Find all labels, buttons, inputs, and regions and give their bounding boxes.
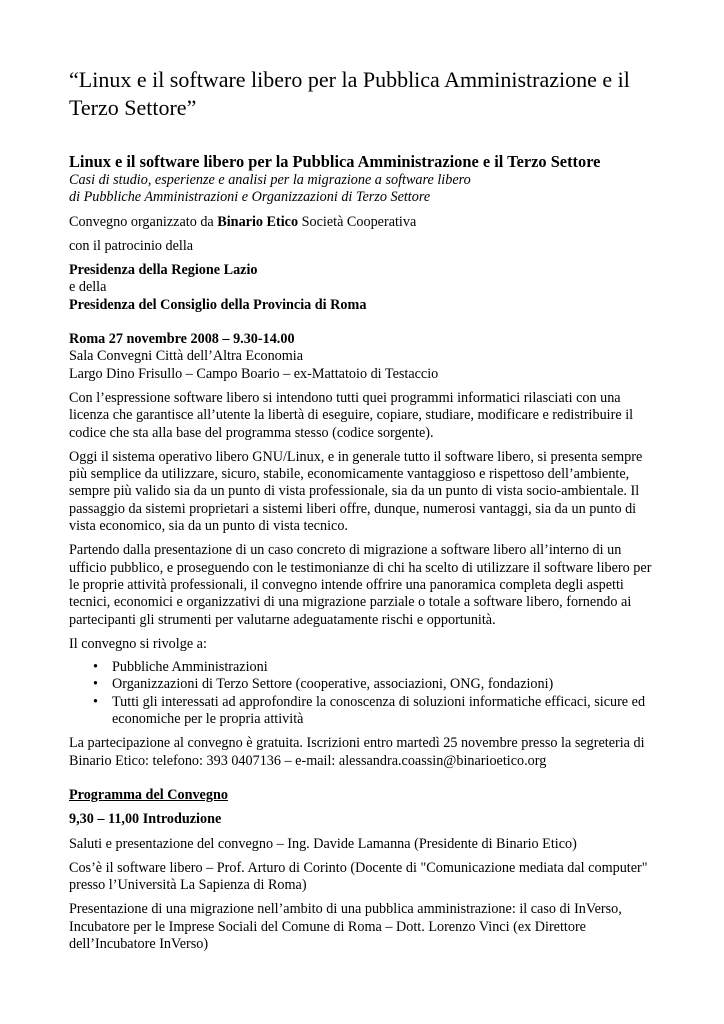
event-date: Roma 27 novembre 2008 – 9.30-14.00 — [69, 331, 295, 348]
program-item: Cos’è il software libero – Prof. Arturo di Corinto (Docente di "Comunicazione mediata dal computer" presso l’Università La Sapienza di Roma) — [69, 859, 648, 894]
document-title: “Linux e il software libero per la Pubblica Amministrazione e il Terzo Settore” — [69, 67, 630, 120]
event-heading: Linux e il software libero per la Pubblica Amministrazione e il Terzo Settore — [69, 152, 601, 171]
event-venue: Sala Convegni Città dell’Altra Economia — [69, 348, 304, 365]
patron-and: e della — [69, 279, 107, 296]
paragraph-linux: Oggi il sistema operativo libero GNU/Linux, e in generale tutto il software libero, si presenta sempre più semplice da utilizzare, sicuro, stabile, economicamente vantaggioso e rispettoso dell’ambiente, sempre più valido sia da un punto di vista professionale, sia da un punto di vista socio-ambientale. Il passaggio da sistemi proprietari a sistemi liberi offre, dunque, numerosi vantaggi, sia da un punto di vista economico, sia da un punto di vista tecnico. — [69, 448, 643, 535]
subtitle-line-2: di Pubbliche Amministrazioni e Organizzazioni di Terzo Settore — [69, 189, 431, 206]
patronage-line: con il patrocinio della — [69, 237, 194, 254]
document-body — [69, 152, 659, 953]
paragraph-goals: Partendo dalla presentazione di un caso concreto di migrazione a software libero all’interno di un ufficio pubblico, e proseguendo con le testimonianze di chi ha scelto di utilizzare il software libero per le proprie attività professionali, il convegno intende offrire una panoramica completa degli aspetti tecnici, economici e organizzativi di una migrazione parziale o totale a software libero, fornendo ai partecipanti gli strumenti per valutarne adeguatamente rischi e opportunità. — [69, 542, 652, 628]
organizer-name: Binario Etico — [217, 213, 299, 230]
audience-list — [69, 659, 659, 728]
organizer-suffix: Società Cooperativa — [298, 213, 417, 230]
event-address: Largo Dino Frisullo – Campo Boario – ex-Mattatoio di Testaccio — [69, 365, 439, 382]
list-item: • Pubbliche Amministrazioni — [112, 659, 659, 676]
audience-intro: Il convegno si rivolge a: — [69, 635, 207, 652]
participation-info: La partecipazione al convegno è gratuita. Iscrizioni entro martedì 25 novembre presso la segreteria di Binario Etico: telefono: 393 0407136 – e-mail: alessandra.coassin@binarioetico.org — [69, 735, 645, 769]
list-item: • Tutti gli interessati ad approfondire la conoscenza di soluzioni informatiche efficaci, sicure ed economiche per le propria attività — [112, 694, 659, 729]
organizer-line — [69, 214, 659, 231]
organizer-prefix: Convegno organizzato da — [69, 213, 218, 230]
list-item: • Organizzazioni di Terzo Settore (cooperative, associazioni, ONG, fondazioni) — [112, 676, 659, 693]
program-item: Saluti e presentazione del convegno – Ing. Davide Lamanna (Presidente di Binario Etico) — [69, 835, 577, 852]
subtitle-line-1: Casi di studio, esperienze e analisi per la migrazione a software libero — [69, 172, 471, 188]
session-heading: 9,30 – 11,00 Introduzione — [69, 811, 222, 828]
program-heading: Programma del Convegno — [69, 786, 228, 803]
program-item: Presentazione di una migrazione nell’ambito di una pubblica amministrazione: il caso di InVerso, Incubatore per le Imprese Sociali del Comune di Roma – Dott. Lorenzo Vinci (ex Direttore dell’Incubatore InVerso) — [69, 901, 622, 952]
patron-province: Presidenza del Consiglio della Provincia di Roma — [69, 296, 367, 313]
paragraph-intro: Con l’espressione software libero si intendono tutti quei programmi informatici rilasciati con una licenza che garantisce all’utente la libertà di eseguire, copiare, studiare, modificare e redistribuire il codice che sta alla base del programma stesso (codice sorgente). — [69, 389, 634, 441]
patron-region: Presidenza della Regione Lazio — [69, 262, 258, 279]
